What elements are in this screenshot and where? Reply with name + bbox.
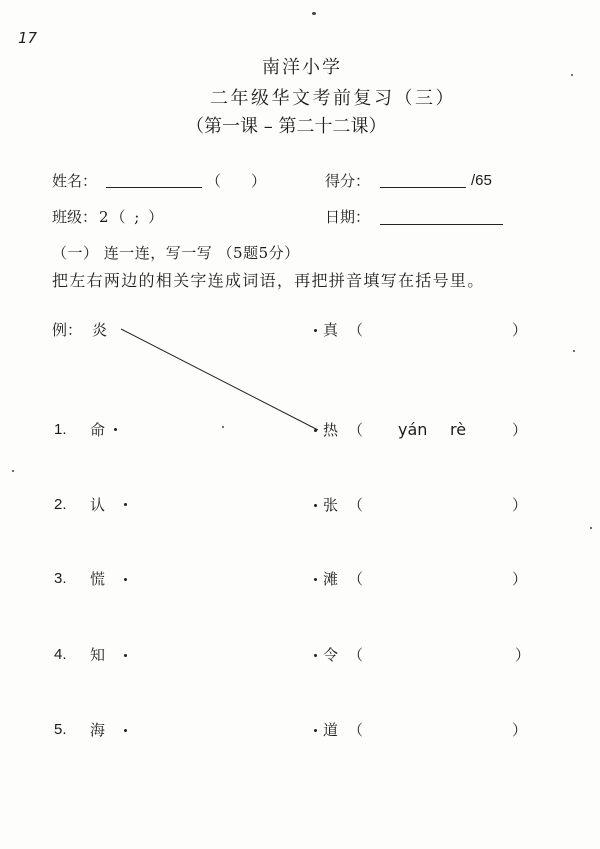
name-label: 姓名：: [52, 172, 98, 190]
date-label: 日期：: [325, 208, 371, 226]
score-total: /65: [471, 172, 492, 189]
section-instruction: 把左右两边的相关字连成词语，再把拼音填写在括号里。: [52, 271, 485, 290]
scan-speck: [571, 74, 573, 76]
left-connector-dot: [124, 578, 127, 581]
right-connector-dot: [314, 578, 317, 581]
left-connector-dot: [114, 428, 117, 431]
right-connector-dot: [314, 329, 317, 332]
right-character: 热: [323, 421, 339, 439]
left-connector-dot: [124, 503, 127, 506]
right-character: 滩: [323, 570, 339, 588]
answer-paren-close: ）: [515, 646, 531, 664]
school-name: 南洋小学: [262, 57, 342, 78]
right-connector-dot: [314, 429, 317, 432]
scan-speck: [590, 527, 592, 529]
score-label: 得分：: [325, 172, 371, 190]
right-connector-dot: [314, 729, 317, 732]
answer-paren-open: （: [348, 721, 364, 739]
answer-paren-close: ）: [512, 421, 528, 439]
scan-speck: [222, 426, 224, 428]
date-blank: [380, 207, 503, 225]
answer-paren-close: ）: [512, 570, 528, 588]
right-connector-dot: [314, 504, 317, 507]
scan-speck: [573, 350, 575, 352]
class-value: 2（ ; ）: [99, 208, 166, 226]
answer-paren-open: （: [348, 646, 364, 664]
right-character: 张: [323, 496, 339, 514]
right-character: 真: [323, 321, 339, 339]
name-blank: [106, 170, 202, 188]
question-number: 3.: [54, 570, 67, 587]
pinyin-answer-2: rè: [450, 420, 467, 439]
handwritten-page-number: 17: [18, 29, 38, 47]
pinyin-answer-1: yán: [398, 420, 428, 439]
example-label: 例：: [52, 321, 83, 339]
left-character: 命: [90, 421, 106, 439]
answer-paren-open: （: [348, 496, 364, 514]
section-heading: （一） 连一连，写一写 （5题5分）: [52, 244, 300, 262]
answer-paren-close: ）: [512, 721, 528, 739]
right-character: 道: [323, 721, 339, 739]
score-blank: [380, 170, 466, 188]
answer-paren-close: ）: [512, 321, 528, 339]
question-number: 1.: [54, 421, 67, 438]
class-label: 班级：: [52, 208, 98, 226]
left-character: 慌: [90, 570, 106, 588]
right-connector-dot: [314, 654, 317, 657]
name-paren: （ ）: [206, 172, 267, 190]
scan-speck: [312, 12, 316, 15]
answer-paren-open: （: [348, 321, 364, 339]
left-character: 知: [90, 646, 106, 664]
question-number: 2.: [54, 496, 67, 513]
answer-paren-close: ）: [512, 496, 528, 514]
answer-paren-open: （: [348, 421, 364, 439]
question-number: 5.: [54, 721, 67, 738]
answer-paren-open: （: [348, 570, 364, 588]
left-character: 海: [90, 721, 106, 739]
left-connector-dot: [124, 729, 127, 732]
left-character: 炎: [92, 321, 108, 339]
scan-speck: [12, 470, 14, 472]
left-connector-dot: [124, 654, 127, 657]
right-character: 令: [323, 646, 339, 664]
worksheet-title: 二年级华文考前复习（三）: [210, 88, 456, 109]
left-character: 认: [90, 496, 106, 514]
question-number: 4.: [54, 646, 67, 663]
lesson-range: （第一课 – 第二十二课）: [186, 116, 387, 137]
